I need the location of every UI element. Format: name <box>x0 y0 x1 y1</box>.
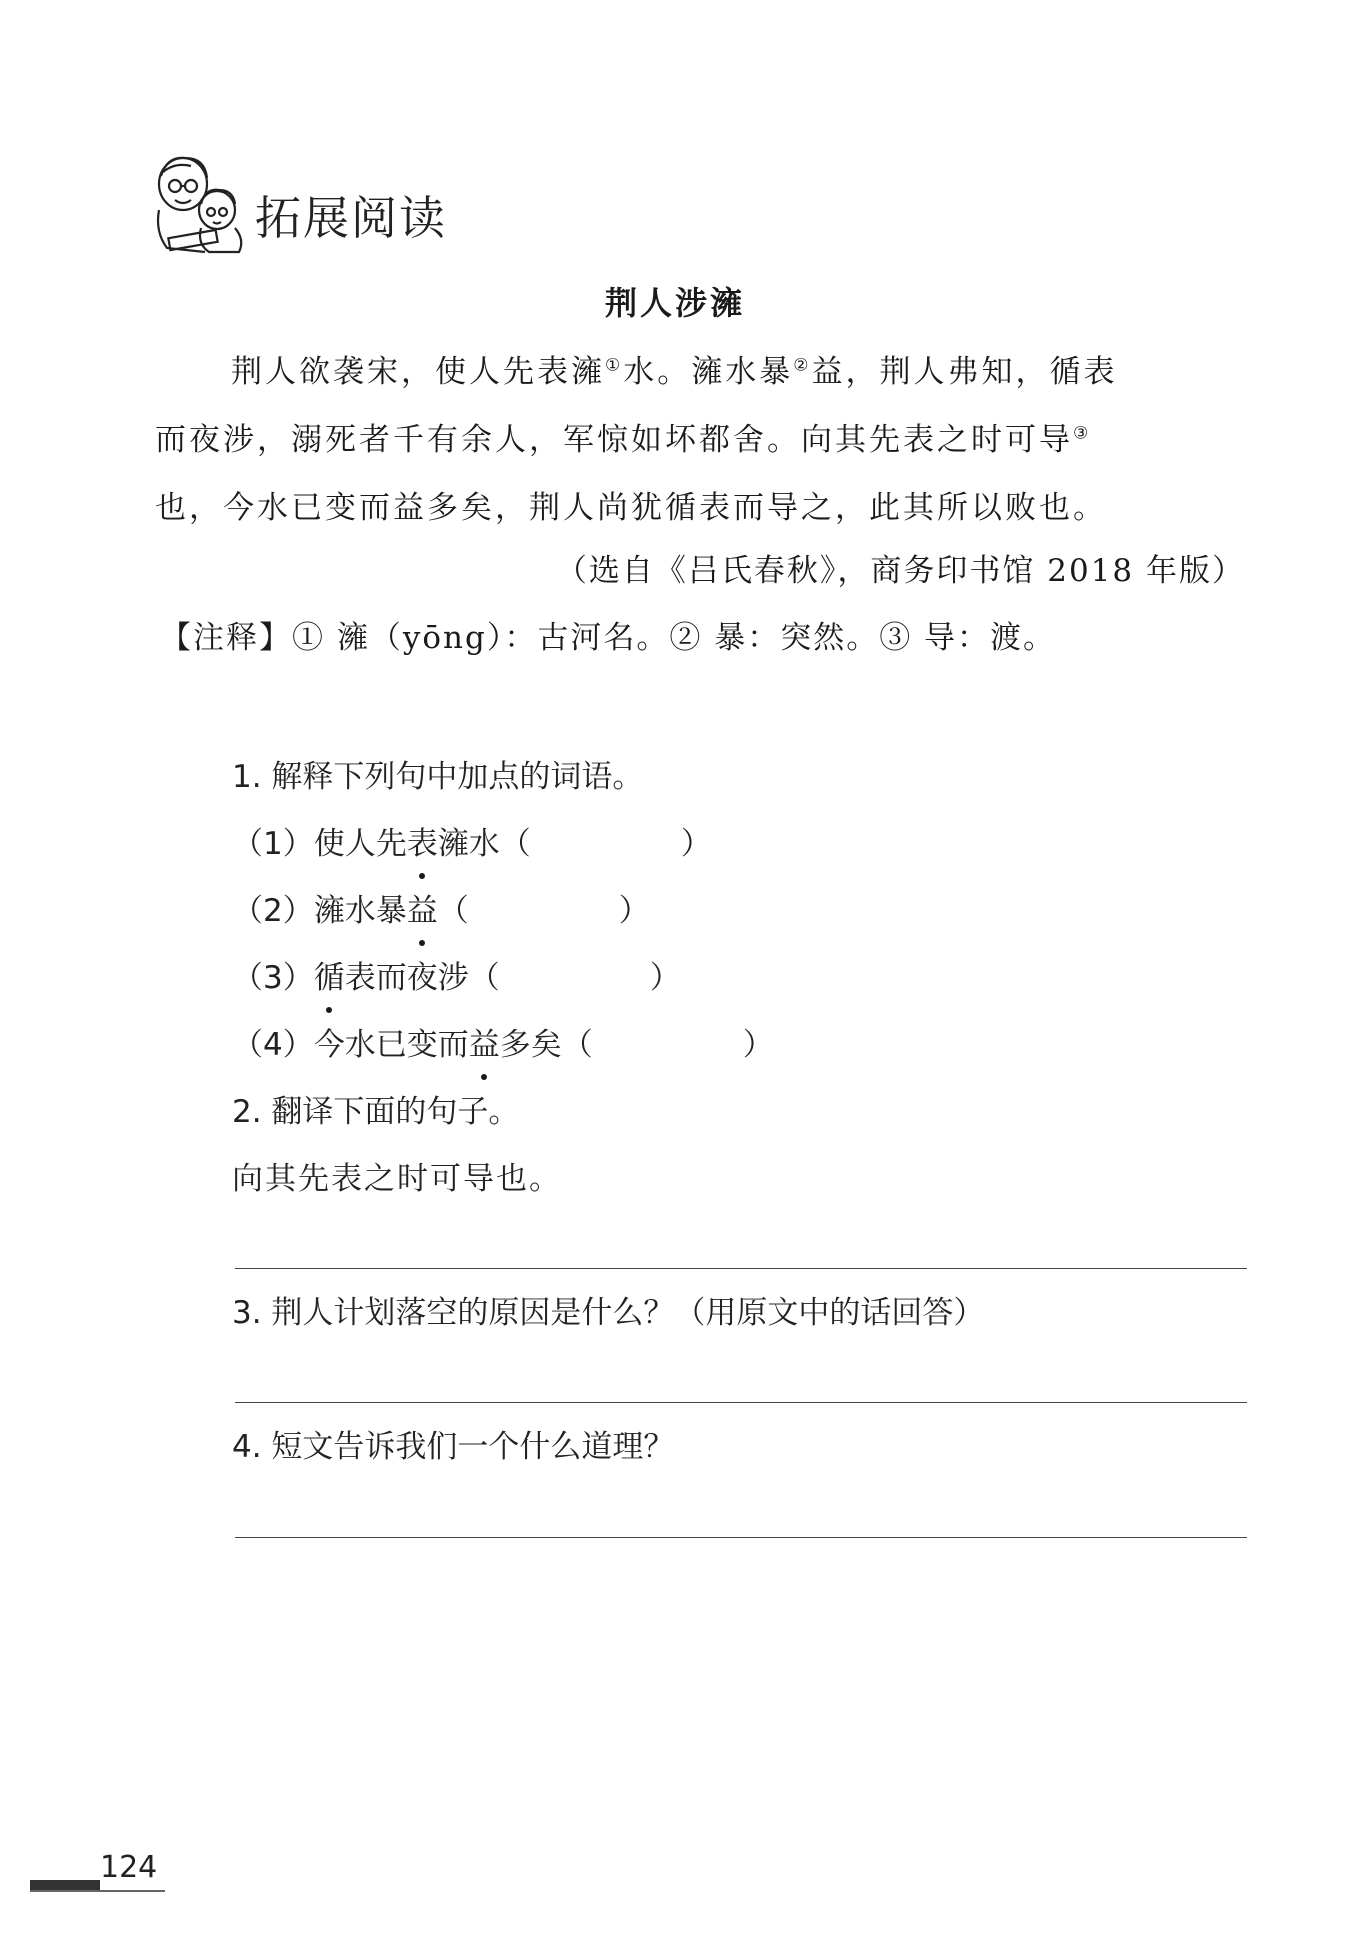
article-line <box>155 338 1245 406</box>
answer-line-q4[interactable] <box>235 1537 1247 1538</box>
item-text: （4）今水已变而 <box>232 1027 469 1063</box>
item-text: 多矣（ <box>499 1027 593 1063</box>
section-title: 拓展阅读 <box>255 191 447 245</box>
item-text: （2）澭水暴 <box>232 893 407 929</box>
article-text: 而夜涉，溺死者千有余人，军惊如坏都舍。向其先表之时可导 <box>155 422 1073 458</box>
article-line <box>155 474 1245 542</box>
item-text: ） <box>618 893 650 929</box>
note-marker: ② <box>793 355 812 376</box>
item-text: ） <box>742 1027 774 1063</box>
question-1-item-2 <box>232 886 1252 953</box>
item-text: ） <box>680 826 712 862</box>
article-line <box>155 406 1245 474</box>
article-text: 也，今水已变而益多矣，荆人尚犹循表而导之，此其所以败也。 <box>155 490 1107 526</box>
article-text: 荆人欲袭宋，使人先表澭 <box>231 354 605 390</box>
dotted-word: 益 <box>407 886 438 936</box>
question-1-item-3 <box>232 953 1252 1020</box>
note-marker: ① <box>605 355 624 376</box>
question-4: 4. 短文告诉我们一个什么道理？ <box>232 1429 675 1465</box>
question-3: 3. 荆人计划落空的原因是什么？（用原文中的话回答） <box>232 1295 985 1331</box>
page-number: 124 <box>100 1850 158 1885</box>
question-2-sentence: 向其先表之时可导也。 <box>232 1161 562 1197</box>
dotted-word: 益 <box>469 1020 500 1070</box>
answer-line-q2[interactable] <box>235 1268 1247 1269</box>
article-text: 水。澭水暴 <box>623 354 794 390</box>
item-text: 澭水（ <box>437 826 531 862</box>
item-text: （1）使人先 <box>232 826 407 862</box>
article-title: 荆人涉澭 <box>604 284 745 322</box>
article-notes: 【注释】① 澭（yōng）：古河名。② 暴：突然。③ 导：渡。 <box>160 620 1057 656</box>
article-text: 益，荆人弗知，循表 <box>811 354 1118 390</box>
question-1-item-4 <box>232 1020 1252 1087</box>
item-text: （ <box>437 893 469 929</box>
question-2: 2. 翻译下面的句子。 <box>232 1094 520 1130</box>
answer-line-q3[interactable] <box>235 1402 1247 1403</box>
page-number-underline <box>30 1890 165 1892</box>
dotted-word: 循 <box>314 953 345 1003</box>
item-text: （3） <box>232 960 314 996</box>
question-1-item-1 <box>232 819 1252 886</box>
question-1: 1. 解释下列句中加点的词语。 <box>232 759 644 795</box>
note-marker: ③ <box>1073 423 1092 444</box>
page-number-bar <box>30 1880 100 1890</box>
item-text: ） <box>649 960 681 996</box>
item-text: 表而夜涉（ <box>344 960 500 996</box>
dotted-word: 表 <box>407 819 438 869</box>
section-header <box>145 152 565 262</box>
reading-children-illustration-icon <box>145 152 250 262</box>
article-body <box>155 338 1245 542</box>
questions <box>232 752 1252 1489</box>
article-source: （选自《吕氏春秋》，商务印书馆 2018 年版） <box>555 553 1245 589</box>
